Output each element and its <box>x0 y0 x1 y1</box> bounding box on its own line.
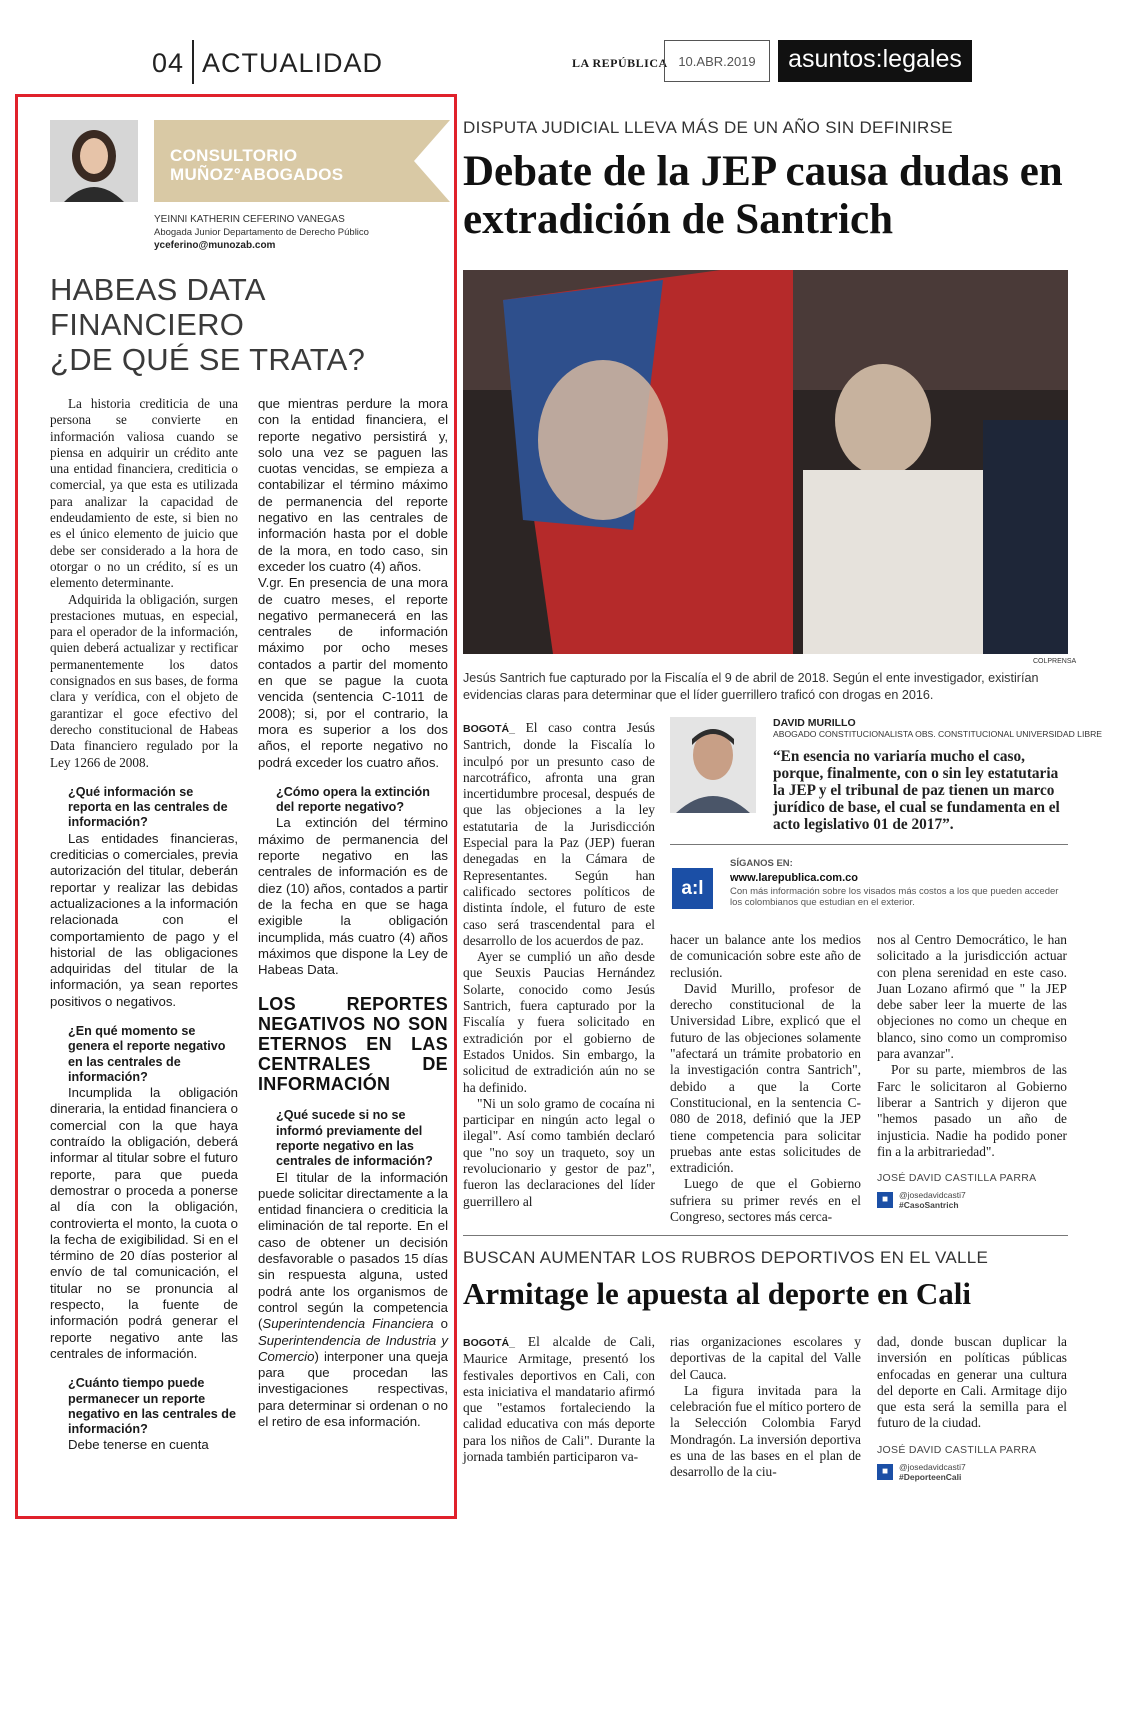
byline <box>877 1442 1067 1482</box>
column-a <box>50 396 238 1454</box>
subheading: ¿Qué información se reporta en las centrales de información? <box>68 784 228 830</box>
column-title <box>50 272 365 377</box>
paragraph: hacer un balance ante los medios de comunicación sobre este año de reclusión. <box>670 932 861 980</box>
quote-portrait <box>670 717 756 813</box>
text-run: El alcalde de Cali, Maurice Armitage, presentó los festivales deportivos en Cali, con esta iniciativa el mandatario afirmó que "estamos fortaleciendo la calidad educativa con más deporte para los niños de Cali". Durante la jornada también participaron va- <box>463 1334 655 1465</box>
larepublica-logo-icon: a:l <box>672 868 713 909</box>
social-icon: ■ <box>877 1464 893 1480</box>
text-run-italic: Superintendencia Financiera <box>262 1316 434 1332</box>
title-line-2: FINANCIERO <box>50 307 245 342</box>
text-run-italic: Superintendencia de Industria y Comercio <box>258 1332 448 1364</box>
article-kicker: DISPUTA JUDICIAL LLEVA MÁS DE UN AÑO SIN DEFINIRSE <box>463 118 953 137</box>
article-kicker: BUSCAN AUMENTAR LOS RUBROS DEPORTIVOS EN EL VALLE <box>463 1248 989 1267</box>
follow-link[interactable]: www.larepublica.com.co <box>730 872 858 884</box>
paragraph: rias organizaciones escolares y deportivas de la capital del Valle del Cauca. <box>670 1334 861 1382</box>
consultorio-label <box>170 146 343 184</box>
photo-caption: Jesús Santrich fue capturado por la Fiscalía el 9 de abril de 2018. Según el ente investigador, existirían evidencias claras para determinar que el líder guerrillero traficó con drogas en 2016. <box>463 671 1039 702</box>
paragraph <box>463 1334 655 1465</box>
dateline: BOGOTÁ_ <box>463 723 515 735</box>
social-icon: ■ <box>877 1192 893 1208</box>
quote-author: DAVID MURILLO <box>773 717 856 729</box>
section-divider <box>192 40 194 84</box>
quote-author-role: ABOGADO CONSTITUCIONALISTA OBS. CONSTITUCIONAL UNIVERSIDAD LIBRE <box>773 729 1103 739</box>
paragraph: David Murillo, profesor de derecho constitucional de la Universidad Libre, explicó que el futuro de las objeciones solamente "afectará un trámite probatorio en la investigación contra Santrich", debido a que la Corte Constitucional, en la sentencia C-080 de 2018, definió que la JEP tiene competencia para solicitar pruebas ante estas solicitudes de extradición. <box>670 980 861 1176</box>
author-role: Abogada Junior Departamento de Derecho Público <box>154 227 369 238</box>
dateline: BOGOTÁ_ <box>463 1337 515 1349</box>
subheading: ¿En qué momento se genera el reporte negativo en las centrales de información? <box>68 1023 226 1084</box>
byline-handle[interactable]: @josedavidcasti7 <box>899 1190 966 1201</box>
paragraph: "Ni un solo gramo de cocaína ni participar en ningún acto legal o ilegal". Así como también declaró que "no soy un traqueto, soy un revolucionario y gestor de paz", fueron las declaraciones del líder guerrillero al <box>463 1095 655 1209</box>
paragraph: Ayer se cumplió un año desde que Seuxis Paucias Hernández Solarte, conocido como Jesús Santrich, fuera capturado por la Fiscalía y fuera solicitado en extradición por el gobierno de Estados Unidos. Sin embargo, la solicitud de extradición aún no se ha definido. <box>463 949 655 1095</box>
portrait-image <box>50 120 138 202</box>
column-b <box>258 396 448 1430</box>
pull-quote: “En esencia no variaría mucho el caso, porque, finalmente, con o sin ley estatutaria la JEP y el tribunal de paz tienen un marco jurídico de base, el cual se fundamenta en el acto legislativo 01 de 2017”. <box>773 748 1060 833</box>
article-headline: Debate de la JEP causa dudas en extradición de Santrich <box>463 148 1063 243</box>
paragraph: nos al Centro Democrático, le han solicitado a la jurisdicción actuar con plena serenidad en este caso. Juan Lozano afirmó que " la JEP debe saber leer la muerte de las objeciones no como un cheque en blanco, sino como un compromiso para avanzar". <box>877 932 1067 1062</box>
article-photo <box>463 270 1068 654</box>
supplement-logo: asuntos:legales <box>778 40 972 82</box>
article1-column-3 <box>877 932 1067 1210</box>
byline-name: JOSÉ DAVID CASTILLA PARRA <box>877 1443 1037 1456</box>
text-run: El caso contra Jesús Santrich, donde la Fiscalía lo inculpó por un presunto caso de narcotráfico, afronta una gran incertidumbre procesal, después de que las objeciones a la ley estatutaria de la Jurisdicción Especial para la Paz (JEP) fueran denegadas en la Cámara de Representantes. Según han calificado sectores políticos de distinta índole, el futuro de este caso será trascendental para el desarrollo de los acuerdos de paz. <box>463 720 655 948</box>
divider <box>463 1235 1068 1236</box>
author-photo <box>50 120 138 202</box>
article-headline: Armitage le apuesta al deporte en Cali <box>463 1276 971 1311</box>
paragraph: Incumplida la obligación dineraria, la entidad financiera o comercial con la que haya contraído la obligación, deberá informar al titular sobre el futuro reporte, para que pueda demostrar o proceda a ponerse al día con la obligación, controvierta el monto, la cuota o la fecha de exigibilidad. Si en el término de 20 días posterior al envío de tal comunicación, el titular no se pronuncia al respecto, la fuente de información podrá generar el reporte negativo ante las centrales de información. <box>50 1085 238 1361</box>
page-number: 04 <box>152 48 185 78</box>
portrait-image <box>670 717 756 813</box>
byline-hashtag[interactable]: #DeporteenCali <box>899 1472 962 1483</box>
paragraph <box>463 720 655 949</box>
follow-description: Con más información sobre los visados más costos a los que pueden acceder los colombianos que estudian en el exterior. <box>730 886 1059 908</box>
paragraph: que mientras perdure la mora con la entidad financiera, el reporte negativo persistirá y, solo una vez se paguen las cuotas vencidas, se empieza a contabilizar el término máximo de permanencia del reporte negativo en las centrales de información hasta por el doble de la mora, en todo caso, sin exceder los cuatro (4) años. <box>258 396 448 574</box>
byline <box>877 1170 1067 1210</box>
subheading: ¿Cuánto tiempo puede permanecer un reporte negativo en las centrales de información? <box>68 1376 236 1437</box>
highlighted-subtitle: LOS REPORTES NEGATIVOS NO SON ETERNOS EN LAS CENTRALES DE INFORMACIÓN <box>258 994 448 1095</box>
photo-credit: COLPRENSA <box>1033 658 1077 665</box>
banner-notch <box>414 120 450 202</box>
byline-hashtag[interactable]: #CasoSantrich <box>899 1200 959 1211</box>
consultorio-line-1: CONSULTORIO <box>170 146 298 165</box>
divider <box>670 844 1068 845</box>
paragraph: V.gr. En presencia de una mora de cuatro meses, el reporte negativo permanecerá en las centrales de información máximo por ocho meses contados a partir del momento en que se pague la cuota vencida (sentencia C-1011 de 2008); si, por el contrario, la mora es superior a los dos años, el reporte negativo no podrá exceder los cuatro años. <box>258 575 448 770</box>
author-name: YEINNI KATHERIN CEFERINO VANEGAS <box>154 214 345 225</box>
article1-column-2 <box>670 932 861 1225</box>
consultorio-line-2: MUÑOZ°ABOGADOS <box>170 165 344 184</box>
text-run: ) interponer una queja para que procedan las investigaciones respectivas, para determinar si ordenan o no el retiro de esa información. <box>258 1348 448 1430</box>
follow-label: SÍGANOS EN: <box>730 858 793 869</box>
section-name: ACTUALIDAD <box>202 48 384 78</box>
subheading: ¿Qué sucede si no se informó previamente del reporte negativo en las centrales de información? <box>276 1108 433 1169</box>
paragraph: Debe tenerse en cuenta <box>68 1437 209 1453</box>
title-line-1: HABEAS DATA <box>50 272 266 307</box>
paragraph: La historia crediticia de una persona se convierte en información valiosa cuando se piensa en adquirir un crédito ante una entidad financiera, crediticia o comercial, ya que esta es utilizada para analizar la capacidad de endeudamiento de este, si bien no es el único elemento de juicio que debe ser considerado a la hora de otorgar o no un crédito, sí es un elemento determinante. <box>50 396 238 591</box>
paragraph: Adquirida la obligación, surgen prestaciones mutuas, en especial, para el operador de la información, quien deberá actualizar y rectificar permanentemente los datos consignados en sus bases, de forma clara y verídica, con el objeto de garantizar el goce efectivo del derecho constitucional de Habeas Data financiero regulado por la Ley 1266 de 2008. <box>50 591 238 770</box>
paragraph: Por su parte, miembros de las Farc le solicitaron al Gobierno liberar a Santrich y dijeron que "hemos pasado un año de injusticia. Nadie ha podido poner fin a la arbitrariedad". <box>877 1062 1067 1159</box>
paragraph: dad, donde buscan duplicar la inversión en políticas públicas enfocadas en generar una cultura del deporte en Cali. Armitage dijo que esta será la semilla para el futuro de la ciudad. <box>877 1334 1067 1431</box>
byline-name: JOSÉ DAVID CASTILLA PARRA <box>877 1172 1037 1185</box>
byline-handle[interactable]: @josedavidcasti7 <box>899 1462 966 1473</box>
news-photo-image <box>463 270 1068 654</box>
article2-column-1 <box>463 1334 655 1465</box>
title-line-3: ¿DE QUÉ SE TRATA? <box>50 342 366 377</box>
issue-date: 10.ABR.2019 <box>664 40 770 82</box>
paragraph: Luego de que el Gobierno sufriera su primer revés en el Congreso, sectores más cerca- <box>670 1176 861 1225</box>
paragraph: La extinción del término máximo de permanencia del reporte negativo en las centrales de información es de diez (10) años, contados a partir de la fecha en que se haga exigible la obligación incumplida, más cuatro (4) años máximos que dispone la Ley de Habeas Data. <box>258 815 448 978</box>
paragraph: La figura invitada para la celebración fue el mítico portero de la Selección Colombia Faryd Mondragón. La inversión deportiva es una de las bases en el plan de desarrollo de la ciu- <box>670 1382 861 1480</box>
article2-column-2 <box>670 1334 861 1481</box>
article1-column-1 <box>463 720 655 1210</box>
author-email[interactable]: yceferino@munozab.com <box>154 240 276 251</box>
article2-column-3 <box>877 1334 1067 1482</box>
paragraph: Las entidades financieras, crediticias o comerciales, previa autorización del titular, deberán reportar y realizar las debidas actualizaciones a la información relacionada con el comportamiento de pago y el historial de las obligaciones adquiridas del titular de la información, ya sean reportes positivos o negativos. <box>50 830 238 1009</box>
text-run: El titular de la información puede solicitar directamente a la entidad financiera o crediticia la eliminación de tal reporte. En el caso de obtener un decisión desfavorable o pasados 15 días sin respuesta alguna, usted podrá ante los organismos de control según la competencia ( <box>258 1169 448 1332</box>
author-info <box>154 213 369 252</box>
newspaper-name: LA REPÚBLICA <box>572 56 668 70</box>
subheading: ¿Cómo opera la extinción del reporte negativo? <box>276 784 430 815</box>
text-run: o <box>433 1316 449 1332</box>
paragraph <box>258 1170 448 1431</box>
